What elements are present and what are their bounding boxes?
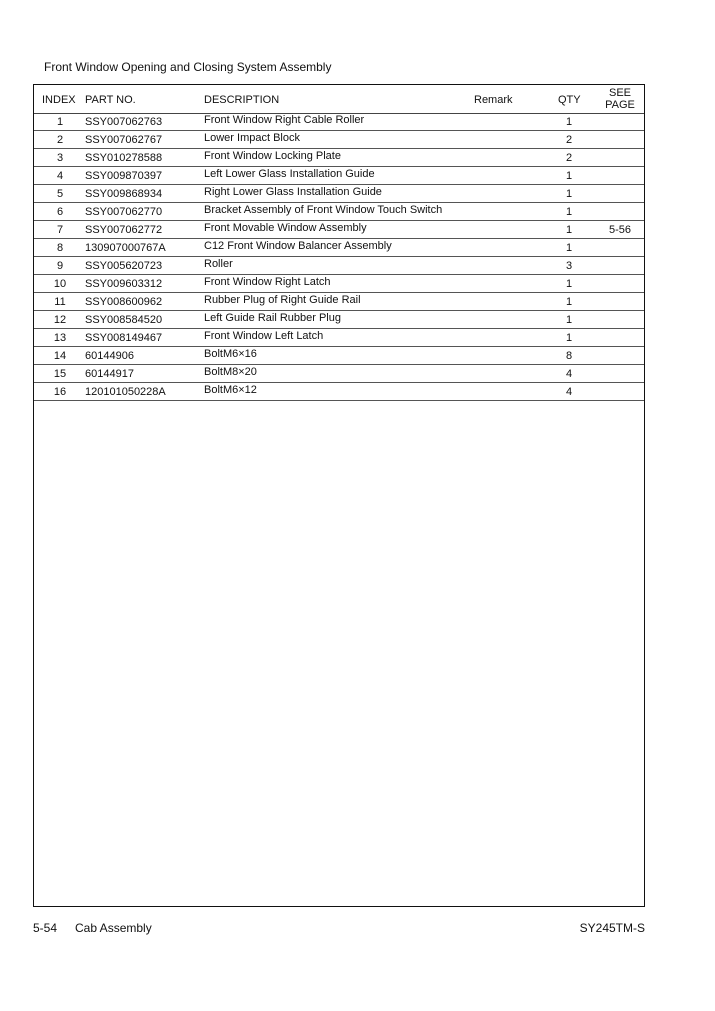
row-description: BoltM8×20 [204, 366, 257, 378]
row-description: Left Lower Glass Installation Guide [204, 168, 375, 180]
row-index: 11 [54, 296, 66, 308]
row-part-no: SSY010278588 [85, 152, 163, 164]
row-part-no: 60144906 [85, 350, 134, 362]
row-part-no: SSY008149467 [85, 332, 163, 344]
row-index: 4 [56, 170, 64, 182]
row-index: 12 [53, 314, 67, 326]
header-qty: QTY [558, 94, 581, 106]
row-index: 9 [56, 260, 64, 272]
row-qty: 4 [565, 386, 573, 398]
row-part-no: 120101050228A [85, 386, 166, 398]
table-row [34, 275, 644, 293]
row-description: C12 Front Window Balancer Assembly [204, 240, 392, 252]
row-part-no: 130907000767A [85, 242, 166, 254]
row-index: 1 [56, 116, 64, 128]
row-part-no: SSY009603312 [85, 278, 163, 290]
row-qty: 1 [565, 278, 573, 290]
row-index: 8 [56, 242, 64, 254]
row-part-no: SSY008600962 [85, 296, 163, 308]
row-description: Lower Impact Block [204, 132, 300, 144]
table-row [34, 185, 644, 203]
row-description: Bracket Assembly of Front Window Touch Switch [204, 204, 443, 216]
row-qty: 1 [565, 116, 573, 128]
row-part-no: SSY007062767 [85, 134, 163, 146]
row-part-no: SSY009868934 [85, 188, 163, 200]
table-row [34, 239, 644, 257]
row-index: 7 [56, 224, 64, 236]
header-see-line2: PAGE [605, 99, 635, 111]
row-part-no: SSY007062763 [85, 116, 163, 128]
row-index: 14 [53, 350, 67, 362]
header-remark: Remark [474, 94, 513, 106]
table-row [34, 257, 644, 275]
row-index: 3 [56, 152, 64, 164]
header-index: INDEX [42, 94, 76, 106]
row-description: Right Lower Glass Installation Guide [204, 186, 382, 198]
table-row [34, 113, 644, 131]
table-row [34, 365, 644, 383]
table-body [34, 113, 644, 401]
row-description: BoltM6×12 [204, 384, 257, 396]
row-part-no: 60144917 [85, 368, 134, 380]
row-index: 15 [53, 368, 67, 380]
row-description: Front Window Locking Plate [204, 150, 341, 162]
header-see-line1: SEE [608, 87, 631, 99]
row-qty: 1 [565, 170, 573, 182]
row-index: 6 [56, 206, 64, 218]
page-title: Front Window Opening and Closing System Assembly [44, 60, 332, 74]
row-qty: 1 [565, 188, 573, 200]
row-qty: 2 [565, 152, 573, 164]
row-part-no: SSY007062772 [85, 224, 163, 236]
row-qty: 1 [565, 206, 573, 218]
row-index: 5 [56, 188, 64, 200]
row-description: Front Window Right Cable Roller [204, 114, 365, 126]
row-part-no: SSY008584520 [85, 314, 163, 326]
table-row [34, 329, 644, 347]
row-index: 10 [53, 278, 67, 290]
header-description: DESCRIPTION [204, 94, 280, 106]
header-see-page [600, 87, 640, 111]
row-part-no: SSY005620723 [85, 260, 163, 272]
row-qty: 8 [565, 350, 573, 362]
row-qty: 1 [565, 296, 573, 308]
row-see-page: 5-56 [608, 224, 632, 236]
row-description: Roller [204, 258, 233, 270]
row-index: 13 [53, 332, 67, 344]
row-index: 2 [56, 134, 64, 146]
row-qty: 2 [565, 134, 573, 146]
table-row [34, 221, 644, 239]
table-row [34, 347, 644, 365]
table-row [34, 167, 644, 185]
row-part-no: SSY009870397 [85, 170, 163, 182]
row-description: Front Movable Window Assembly [204, 222, 367, 234]
parts-table [33, 84, 645, 907]
table-row [34, 149, 644, 167]
footer-section: Cab Assembly [75, 921, 152, 935]
table-row [34, 311, 644, 329]
footer-page-number: 5-54 [33, 921, 58, 935]
row-index: 16 [53, 386, 67, 398]
table-row [34, 203, 644, 221]
footer-model: SY245TM-S [579, 921, 645, 935]
table-row [34, 383, 644, 401]
table-row [34, 293, 644, 311]
table-row [34, 131, 644, 149]
row-qty: 4 [565, 368, 573, 380]
row-description: BoltM6×16 [204, 348, 257, 360]
header-part-no: PART NO. [85, 94, 136, 106]
row-qty: 1 [565, 242, 573, 254]
row-description: Front Window Left Latch [204, 330, 324, 342]
row-description: Front Window Right Latch [204, 276, 331, 288]
row-qty: 3 [565, 260, 573, 272]
row-qty: 1 [565, 332, 573, 344]
table-header [34, 85, 644, 114]
row-description: Rubber Plug of Right Guide Rail [204, 294, 361, 306]
row-description: Left Guide Rail Rubber Plug [204, 312, 341, 324]
row-qty: 1 [565, 224, 573, 236]
row-part-no: SSY007062770 [85, 206, 163, 218]
row-qty: 1 [565, 314, 573, 326]
